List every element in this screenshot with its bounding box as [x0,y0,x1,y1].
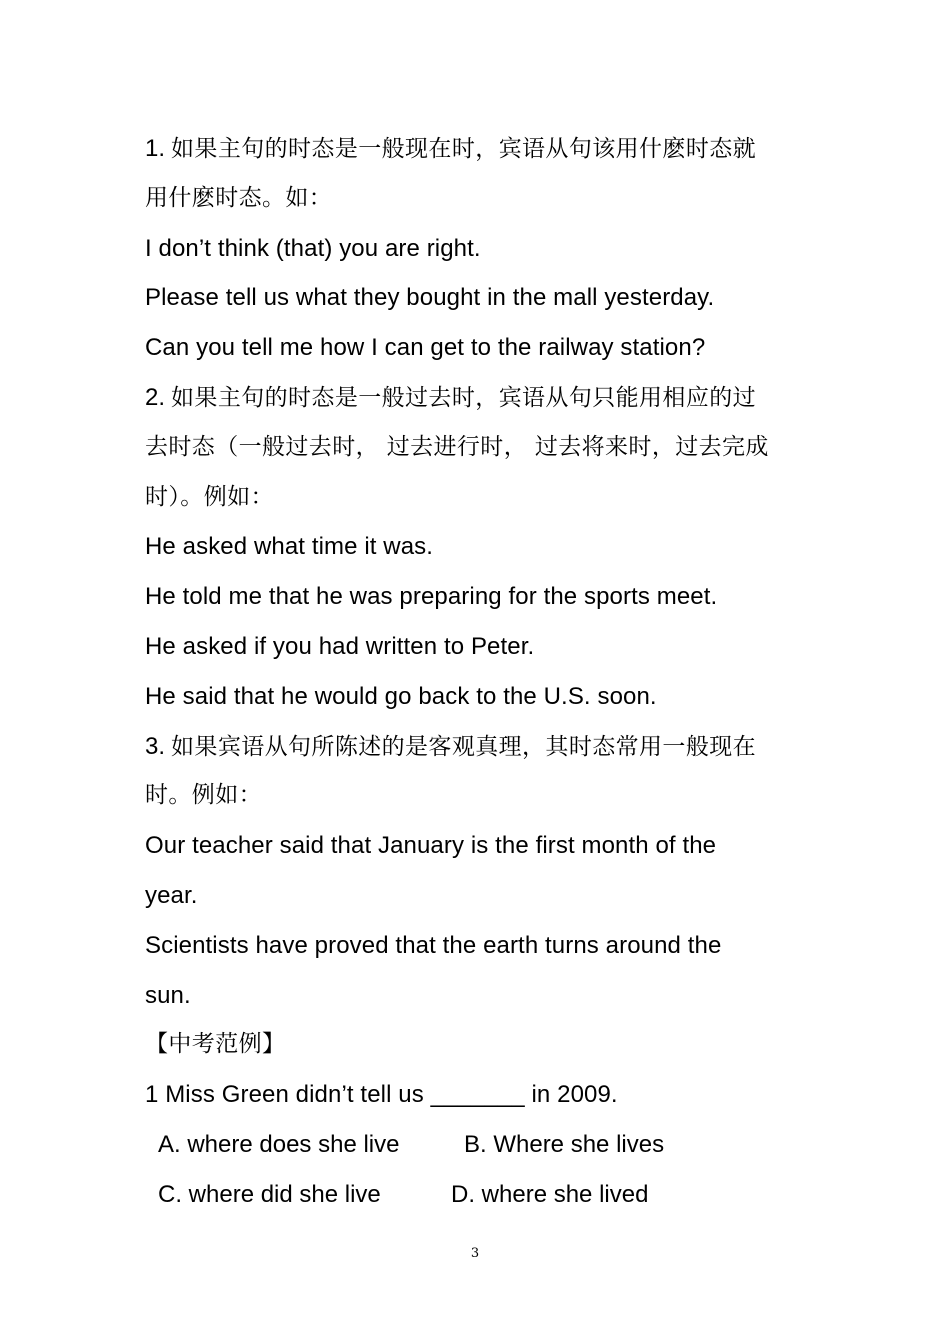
example-sentence: Please tell us what they bought in the mall yesterday. [145,284,715,312]
page-body [145,124,815,1220]
example-sentence: He asked if you had written to Peter. [145,632,535,660]
example-sentence: sun. [145,981,191,1009]
rule-3-text: 如果宾语从句所陈述的是客观真理，其时态常用一般现在 [171,733,757,760]
example-sentence: year. [145,881,198,909]
rule-2-line-2: 去时态（一般过去时， 过去进行时， 过去将来时，过去完成 [145,433,769,460]
rule-1-line-1 [145,124,815,174]
option-c: C. where did she live [158,1180,381,1208]
options-row-1 [145,1120,815,1170]
question-stem: 1 Miss Green didn’t tell us _______ in 2009. [145,1081,618,1109]
option-a: A. where does she live [158,1130,400,1158]
exam-heading: 【中考范例】 [145,1031,286,1058]
page-number: 3 [470,1246,480,1261]
rule-3-line-1 [145,722,815,772]
rule-1-text: 如果主句的时态是一般现在时，宾语从句该用什麽时态就 [171,136,757,162]
option-d: D. where she lived [451,1180,649,1208]
rule-3-number: 3. [145,732,166,760]
rule-2-line-3: 时）。例如： [145,483,274,510]
rule-2-text: 如果主句的时态是一般过去时，宾语从句只能用相应的过 [171,384,757,411]
example-sentence: Our teacher said that January is the first month of the [145,832,717,860]
options-row-2 [145,1170,815,1220]
option-b: B. Where she lives [464,1130,665,1158]
example-sentence: Can you tell me how I can get to the railway station? [145,334,706,362]
example-sentence: I don’t think (that) you are right. [145,234,481,262]
rule-1-number: 1. [145,135,166,162]
example-sentence: He asked what time it was. [145,533,434,561]
rule-1-line-2: 用什麽时态。如： [145,184,333,211]
example-sentence: He told me that he was preparing for the sports meet. [145,583,718,611]
rule-2-number: 2. [145,383,166,411]
example-sentence: He said that he would go back to the U.S. soon. [145,682,657,710]
rule-2-line-1 [145,373,815,423]
example-sentence: Scientists have proved that the earth turns around the [145,931,722,959]
rule-3-line-2: 时。例如： [145,782,262,809]
